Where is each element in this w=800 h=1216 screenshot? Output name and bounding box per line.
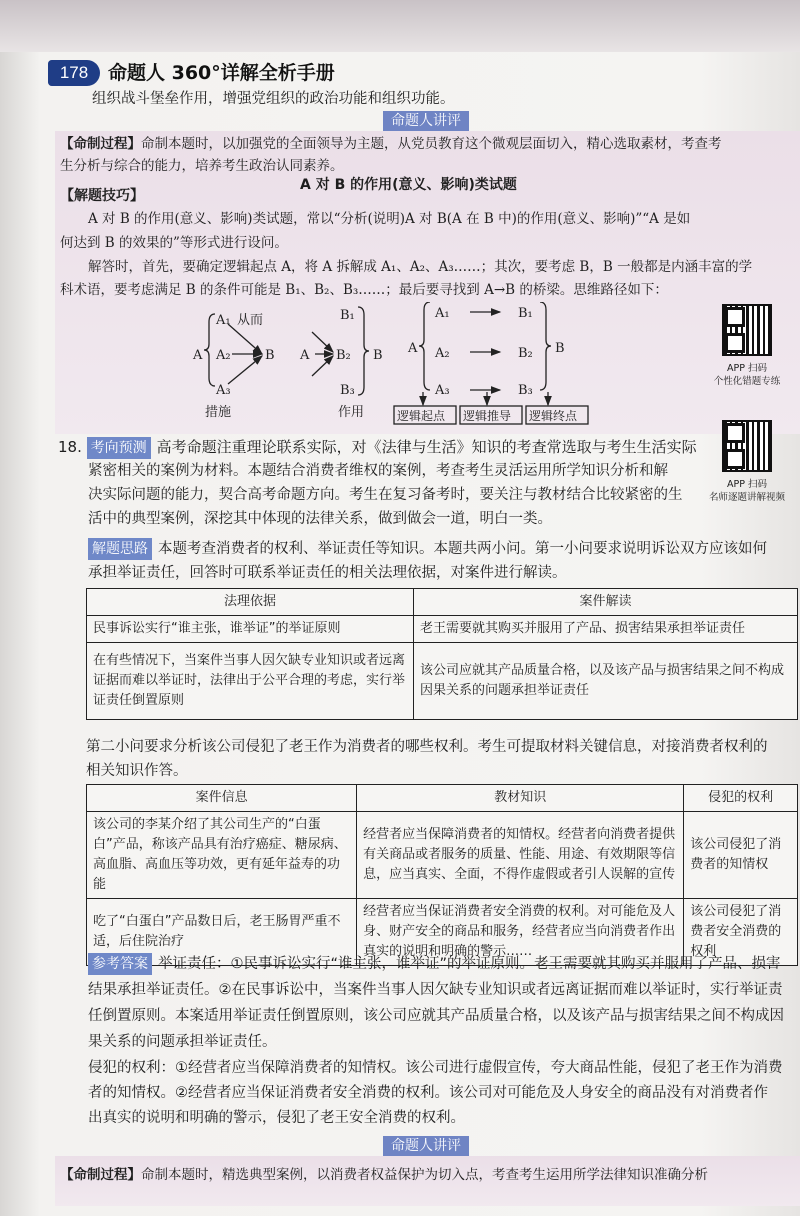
tips-text: A 对 B 的作用(意义、影响)类试题，常以“分析(说明)A 对 B(A 在 B 中)的作用(意义、影响)”“A 是如 [88, 211, 691, 227]
forecast-text: 紧密相关的案例为材料。本题结合消费者维权的案例，考查考生灵活运用所学知识分析和解 [88, 463, 668, 479]
d2-b3: B₃ [340, 383, 355, 398]
answer-text: 者的知情权。②经营者应当保证消费者安全消费的权利。该公司对可能危及人身安全的商品没有对消费者作 [88, 1085, 768, 1101]
d3-b2: B₂ [518, 346, 533, 361]
process-label: 【命制过程】 [60, 1167, 141, 1183]
table-row: 吃了“白蛋白”产品数日后，老王肠胃严重不适，后住院治疗 经营者应当保证消费者安全消费的权利。对可能危及人身、财产安全的商品和服务，经营者应当向消费者作出真实的说明和明确的警示…… 该公司侵犯了消费者安全消费的权利 [87, 899, 798, 966]
d2-b1: B₁ [340, 308, 355, 323]
answer-text: 侵犯的权利：①经营者应当保障消费者的知情权。该公司进行虚假宣传，夸大商品性能，侵犯了老王作为消费 [88, 1060, 783, 1076]
table-header: 侵犯的权利 [684, 785, 798, 812]
d3-box-derive: 逻辑推导 [463, 409, 512, 423]
rights-table [86, 784, 798, 966]
d1-a2: A₂ [216, 348, 231, 363]
second-question-text: 第二小问要求分析该公司侵犯了老王作为消费者的哪些权利。考生可提取材料关键信息，对接消费者权利的 [86, 739, 768, 755]
tips-text: 科术语，要考虑满足 B 的条件可能是 B₁、B₂、B₃……；最后要寻找到 A→B 的桥梁。思维路径如下： [60, 282, 668, 298]
process-text: 命制本题时，精选典型案例，以消费者权益保护为切入点，考查考生运用所学法律知识准确分析 [141, 1167, 708, 1183]
book-title: 命题人 360°详解全析手册 [108, 62, 335, 84]
forecast-text: 活中的典型案例，深挖其中体现的法律关系，做到做会一道，明白一类。 [88, 511, 552, 527]
d3-box-end: 逻辑终点 [529, 409, 578, 423]
thinking-text: 承担举证责任，回答时可联系举证责任的相关法理依据，对案件进行解读。 [88, 565, 567, 581]
thinking-path-diagram [0, 302, 720, 427]
qr-code[interactable] [722, 420, 772, 472]
d3-b: B [555, 341, 565, 356]
answer-text: 任倒置原则。本案适用举证责任倒置原则，该公司应就其产品质量合格，以及该产品与损害结果之间不构成因 [88, 1008, 784, 1024]
forecast-tag: 考向预测 [87, 437, 151, 459]
d3-a3: A₃ [435, 383, 450, 398]
review-banner: 命题人讲评 [383, 111, 469, 131]
tips-text: 何达到 B 的效果的”等形式进行设问。 [60, 235, 288, 251]
qr-caption: APP 扫码 个性化错题专练 [713, 363, 781, 387]
review-banner: 命题人讲评 [383, 1136, 469, 1156]
table-header: 教材知识 [357, 785, 684, 812]
answer-text: 结果承担举证责任。②在民事诉讼中，当案件当事人因欠缺专业知识或者远离证据而难以举证时，实行举证责 [88, 982, 783, 998]
qr-code[interactable] [722, 304, 772, 356]
legal-basis-table [86, 588, 798, 720]
qr-caption: APP 扫码 名师逐题讲解视频 [708, 479, 785, 503]
d3-b1: B₁ [518, 306, 533, 321]
d2-b: B [373, 348, 383, 363]
d1-b: B [265, 348, 275, 363]
tips-label: 【解题技巧】 [60, 188, 144, 204]
d1-a1: A₁ [216, 313, 231, 328]
table-header: 案件解读 [414, 589, 798, 616]
process-label: 【命制过程】 [60, 136, 141, 152]
forecast-text: 决实际问题的能力，契合高考命题方向。考生在复习备考时，要关注与教材结合比较紧密的生 [88, 487, 683, 503]
d3-a1: A₁ [435, 306, 450, 321]
d1-note: 从而 [237, 313, 264, 328]
table-row: 民事诉讼实行“谁主张，谁举证”的举证原则 老王需要就其购买并服用了产品、损害结果承担举证责任 [87, 616, 798, 643]
d2-b2: B₂ [336, 348, 351, 363]
answer-text: 举证责任：①民事诉讼实行“谁主张，谁举证”的举证原则。老王需要就其购买并服用了产品、损害 [158, 956, 781, 972]
question-number: 18. [58, 438, 82, 456]
process-text: 生分析与综合的能力，培养考生政治认同素养。 [60, 158, 344, 174]
d3-a: A [408, 341, 418, 356]
answer-tag: 参考答案 [88, 953, 152, 975]
d2-caption: 作用 [338, 405, 365, 420]
d1-a3: A₃ [216, 383, 231, 398]
thinking-text: 本题考查消费者的权利、举证责任等知识。本题共两小问。第一小问要求说明诉讼双方应该如何 [158, 541, 767, 557]
tips-title: A 对 B 的作用(意义、影响)类试题 [300, 177, 517, 193]
second-question-text: 相关知识作答。 [86, 763, 188, 779]
d2-a: A [300, 348, 310, 363]
answer-text: 出真实的说明和明确的警示，侵犯了老王安全消费的权利。 [88, 1110, 465, 1126]
table-header: 案件信息 [87, 785, 357, 812]
page-top-edge [0, 0, 800, 52]
process-text: 命制本题时，以加强党的全面领导为主题，从党员教育这个微观层面切入，精心选取素材，考查考 [141, 136, 722, 152]
tips-text: 解答时，首先，要确定逻辑起点 A，将 A 拆解成 A₁、A₂、A₃……；其次，要考虑 B，B 一般都是内涵丰富的学 [88, 259, 753, 275]
table-header: 法理依据 [87, 589, 414, 616]
d3-a2: A₂ [435, 346, 450, 361]
table-row: 在有些情况下，当案件当事人因欠缺专业知识或者远离证据而难以举证时，法律出于公平合理的考虑，实行举证责任倒置原则 该公司应就其产品质量合格，以及该产品与损害结果之间不构成因果关系的问题承担举证责任 [87, 643, 798, 720]
d3-b3: B₃ [518, 383, 533, 398]
d1-caption: 措施 [205, 405, 232, 420]
answer-text: 果关系的问题承担举证责任。 [88, 1034, 277, 1050]
top-line: 组织战斗堡垒作用，增强党组织的政治功能和组织功能。 [92, 91, 455, 107]
thinking-tag: 解题思路 [88, 538, 152, 560]
forecast-text: 高考命题注重理论联系实际，对《法律与生活》知识的考查常选取与考生生活实际 [156, 438, 697, 456]
d1-a: A [193, 348, 203, 363]
d3-box-start: 逻辑起点 [397, 409, 446, 423]
table-row: 该公司的李某介绍了其公司生产的“白蛋白”产品，称该产品具有治疗癌症、糖尿病、高血脂、高血压等功效，更有延年益寿的功能 经营者应当保障消费者的知情权。经营者向消费者提供有关商品或者服务的质量、性能、用途、有效期限等信息，应当真实、全面，不得作虚假或者引人误解的宣传 该公司侵犯了消费者的知情权 [87, 812, 798, 899]
page-number: 178 [48, 60, 100, 86]
